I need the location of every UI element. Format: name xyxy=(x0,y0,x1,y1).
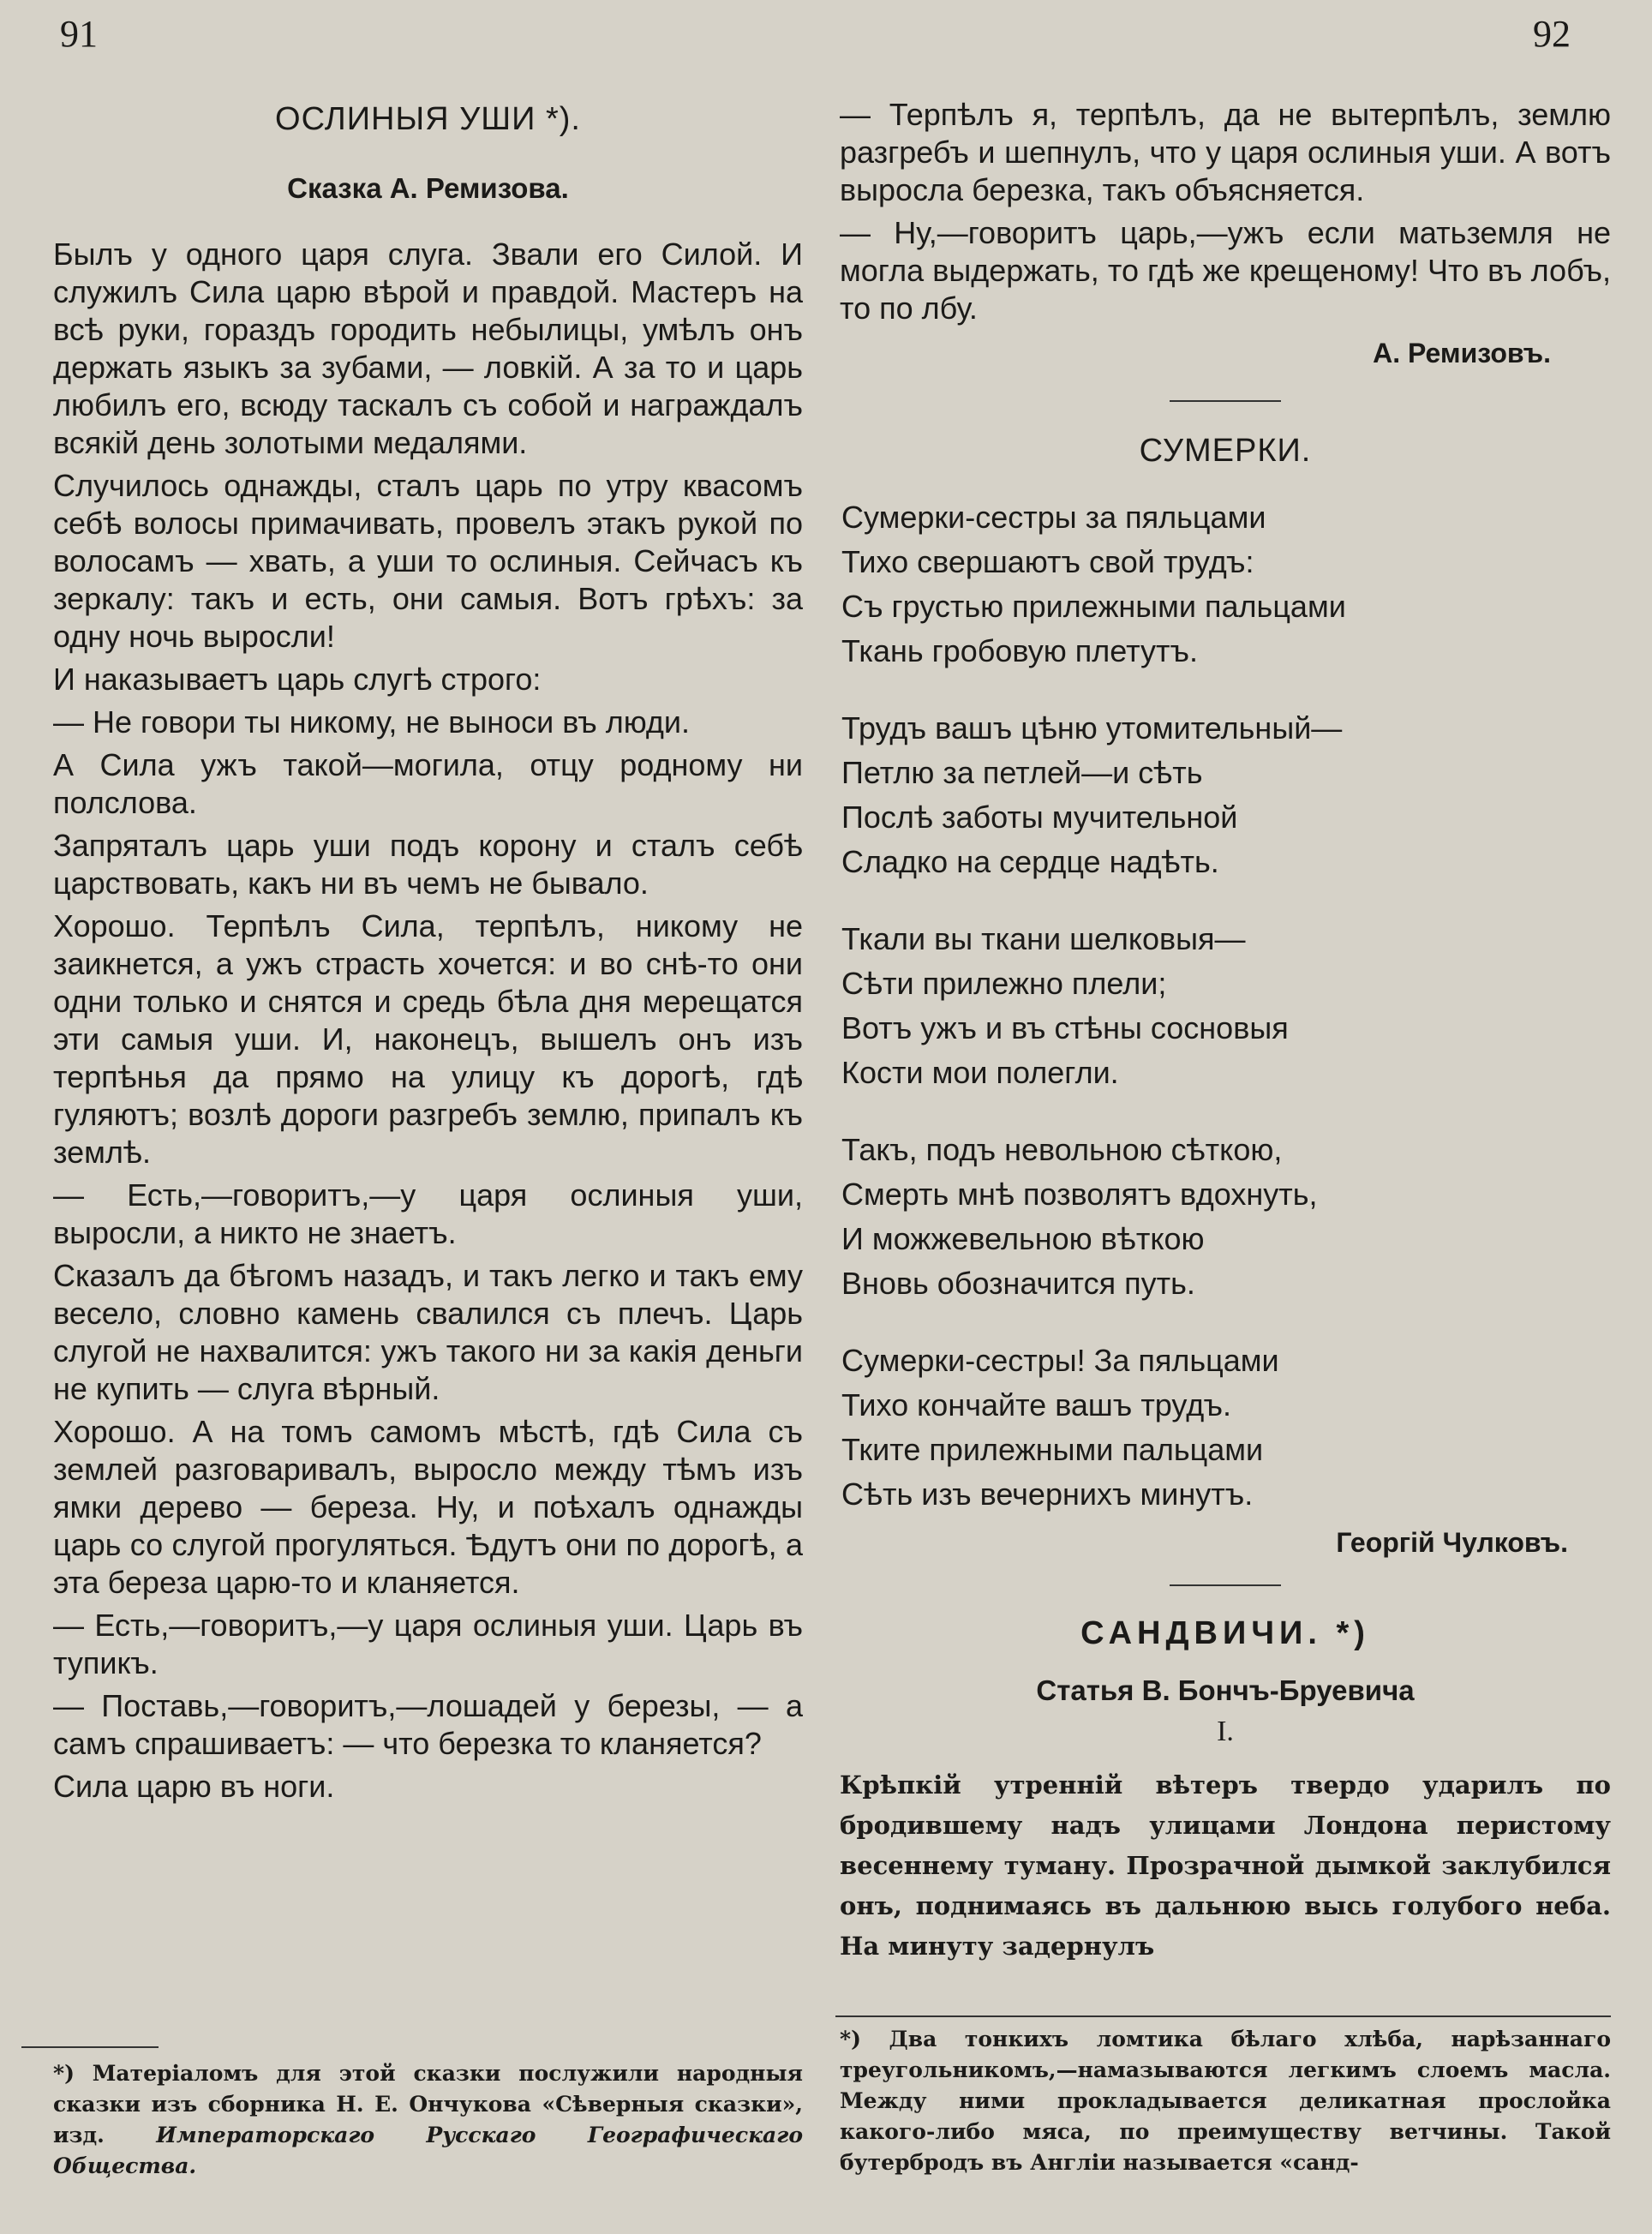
poem-line: Ткань гробовую плетутъ. xyxy=(841,633,1198,668)
poem-line: Тихо свершаютъ свой трудъ: xyxy=(841,544,1254,579)
footnote-left xyxy=(53,2058,803,2182)
poem-line: Смерть мнѣ позволятъ вдохнуть, xyxy=(841,1177,1318,1212)
story-title: ОСЛИНЫЯ УШИ *). xyxy=(275,101,581,137)
footnote-rule-left xyxy=(21,2046,159,2048)
poem-line: Сладко на сердце надѣть. xyxy=(841,844,1219,879)
footnote-rule-right xyxy=(835,2015,1611,2017)
paragraph: Запряталъ царь уши подъ корону и сталъ себѣ царствовать, какъ ни въ чемъ не бывало. xyxy=(53,828,803,901)
poem xyxy=(840,495,1611,1517)
story-subtitle: Сказка А. Ремизова. xyxy=(287,172,569,204)
left-column xyxy=(53,86,803,1811)
page-number-left: 91 xyxy=(60,13,98,55)
footnote-left-text: *) Матеріаломъ для этой сказки послужили народныя сказки изъ сборника Н. Е. Ончукова «Сѣверныя сказки», изд. xyxy=(53,2061,803,2147)
paragraph: И наказываетъ царь слугѣ строго: xyxy=(53,662,542,697)
section-number: I. xyxy=(1217,1716,1234,1747)
poem-title: СУМЕРКИ. xyxy=(1139,433,1312,469)
paragraph: А Сила ужъ такой—могила, отцу родному ни полслова. xyxy=(53,747,803,820)
poem-line: Сѣть изъ вечернихъ минутъ. xyxy=(841,1476,1254,1512)
poem-line: Сѣти прилежно плели; xyxy=(841,966,1167,1001)
paragraph: — Поставь,—говоритъ,—лошадей у березы, — а самъ спрашиваетъ: — что березка то кланяется? xyxy=(53,1688,803,1761)
author-signature: А. Ремизовъ. xyxy=(1373,338,1551,368)
stanza xyxy=(841,1339,1611,1517)
paragraph: Случилось однажды, сталъ царь по утру квасомъ себѣ волосы примачивать, провелъ этакъ рукой по волосамъ — хвать, а уши то ослиныя. Сейчасъ къ зеркалу: такъ и есть, они самыя. Вотъ грѣхъ: за одну ночь выросли! xyxy=(53,468,803,654)
paragraph: Хорошо. Терпѣлъ Сила, терпѣлъ, никому не заикнется, а ужъ страсть хочется: и во снѣ-то они одни только и снятся и средь бѣла дня мерещатся эти самыя уши. И, наконецъ, вышелъ онъ изъ терпѣнья да прямо на улицу къ дорогѣ, гдѣ гуляютъ; возлѣ дороги разгребъ землю, припалъ къ землѣ. xyxy=(53,908,803,1170)
paragraph: — Ну,—говоритъ царь,—ужъ если матьземля не могла выдержать, то гдѣ же крещеному! Что въ лобъ, то по лбу. xyxy=(840,215,1611,326)
footnote-right: *) Два тонкихъ ломтика бѣлаго хлѣба, нарѣзаннаго треугольникомъ,—намазываются легкимъ слоемъ масла. Между ними прокладывается деликатная прослойка какого-либо мяса, по преимуществу ветчины. Такой бутербродъ въ Англіи называется «санд- xyxy=(840,2027,1611,2175)
footnote-left-italic: Императорскаго Русскаго Географическаго Общества. xyxy=(53,2123,803,2178)
stanza xyxy=(841,495,1611,674)
page-number-right: 92 xyxy=(1533,13,1571,55)
poem-line: Сумерки-сестры за пяльцами xyxy=(841,500,1266,535)
paragraph: — Есть,—говоритъ,—у царя ослиныя уши. Царь въ тупикъ. xyxy=(53,1608,803,1680)
stanza xyxy=(841,1128,1611,1306)
poem-line: Съ грустью прилежными пальцами xyxy=(841,589,1346,624)
right-column xyxy=(840,96,1611,1967)
paragraph: Сказалъ да бѣгомъ назадъ, и такъ легко и такъ ему весело, словно камень свалился съ плечъ. Царь слугой не нахвалится: ужъ такого ни за какія деньги не купить — слуга вѣрный. xyxy=(53,1258,803,1406)
poet-signature: Георгій Чулковъ. xyxy=(1336,1527,1568,1558)
poem-line: И можжевельною вѣткою xyxy=(841,1221,1205,1256)
stanza xyxy=(841,917,1611,1095)
separator xyxy=(1170,400,1281,402)
separator xyxy=(1170,1584,1281,1586)
poem-line: Трудъ вашъ цѣню утомительный— xyxy=(841,710,1343,746)
paragraph: Сила царю въ ноги. xyxy=(53,1769,335,1804)
poem-line: Тихо кончайте вашъ трудъ. xyxy=(841,1387,1231,1422)
poem-line: Вновь обозначится путь. xyxy=(841,1266,1195,1301)
article-paragraph: Крѣпкій утренній вѣтеръ твердо ударилъ по бродившему надъ улицами Лондона перистому весеннему туману. Прозрачной дымкой заклубился онъ, поднимаясь въ дальнюю высь голубого неба. На минуту задернулъ xyxy=(840,1770,1611,1961)
poem-line: Кости мои полегли. xyxy=(841,1055,1119,1090)
paragraph: — Есть,—говоритъ,—у царя ослиныя уши, выросли, а никто не знаетъ. xyxy=(53,1177,803,1250)
stanza xyxy=(841,706,1611,884)
poem-line: Сумерки-сестры! За пяльцами xyxy=(841,1343,1279,1378)
poem-line: Такъ, подъ невольною сѣткою, xyxy=(841,1132,1283,1167)
poem-line: Послѣ заботы мучительной xyxy=(841,800,1238,835)
poem-line: Ткали вы ткани шелковыя— xyxy=(841,921,1246,956)
paragraph: Хорошо. А на томъ самомъ мѣстѣ, гдѣ Сила съ землей разговаривалъ, выросло между тѣмъ изъ ямки дерево — береза. Ну, и поѣхалъ однажды царь со слугой прогуляться. Ѣдутъ они по дорогѣ, а эта береза царю-то и кланяется. xyxy=(53,1414,803,1600)
paragraph: Былъ у одного царя слуга. Звали его Силой. И служилъ Сила царю вѣрой и правдой. Мастеръ на всѣ руки, гораздъ городить небылицы, умѣлъ онъ держать языкъ за зубами, — ловкій. А за то и царь любилъ его, всюду таскалъ съ собой и награждалъ всякій день золотыми медалями. xyxy=(53,237,803,460)
paragraph: — Терпѣлъ я, терпѣлъ, да не вытерпѣлъ, землю разгребъ и шепнулъ, что у царя ослиныя уши. А вотъ выросла березка, такъ объясняется. xyxy=(840,97,1611,207)
poem-line: Петлю за петлей—и сѣть xyxy=(841,755,1203,790)
poem-line: Тките прилежными пальцами xyxy=(841,1432,1264,1467)
paragraph: — Не говори ты никому, не выноси въ люди. xyxy=(53,704,691,740)
article-title: САНДВИЧИ. *) xyxy=(1080,1615,1370,1651)
poem-line: Вотъ ужъ и въ стѣны сосновыя xyxy=(841,1010,1289,1045)
article-subtitle: Статья В. Бончъ-Бруевича xyxy=(1036,1674,1415,1706)
